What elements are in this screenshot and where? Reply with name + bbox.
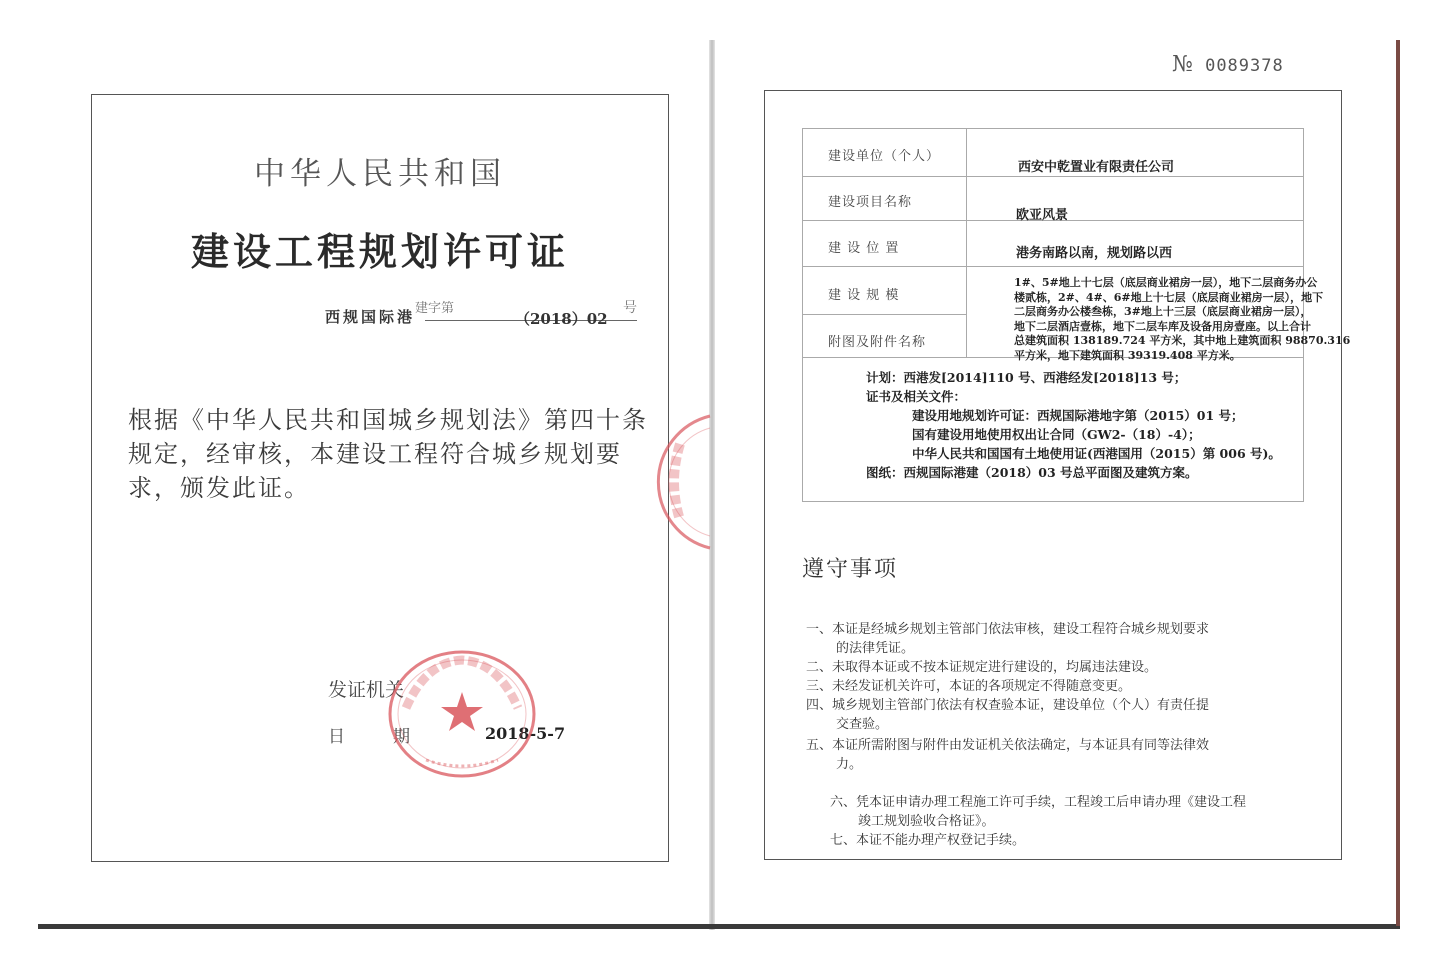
date-label-2: 期: [393, 727, 410, 747]
value-project-name: 欧亚风景: [1016, 208, 1069, 223]
rule-line: 四、城乡规划主管部门依法有权查验本证，建设单位（个人）有责任提: [806, 698, 1210, 713]
value-location: 港务南路以南，规划路以西: [1016, 246, 1173, 261]
seam-seal-stamp: [650, 412, 712, 552]
certificate-title: 建设工程规划许可证: [190, 229, 569, 274]
rule-line: 的法律凭证。: [836, 641, 915, 656]
value-builder: 西安中乾置业有限责任公司: [1018, 160, 1175, 175]
rules-title: 遵守事项: [802, 557, 899, 582]
serial-value: 0089378: [1205, 56, 1284, 76]
label-project-name: 建设项目名称: [828, 195, 913, 210]
permit-year-number: （2018）02: [515, 310, 608, 328]
attachment-docs-title: 证书及相关文件：: [866, 389, 967, 404]
rule-line: 六、凭本证申请办理工程施工许可手续，工程竣工后申请办理《建设工程: [830, 795, 1247, 810]
permit-number: [325, 300, 645, 330]
scale-line: 平方米，地下建筑面积 39319.408 平方米。: [1014, 348, 1241, 362]
permit-char: 建字第: [415, 301, 455, 316]
scale-line: 总建筑面积 138189.724 平方米，其中地上建筑面积 98870.316: [1014, 334, 1351, 347]
issuer-label: 发证机关: [328, 679, 405, 701]
label-scale: 建 设 规 模: [828, 288, 900, 303]
serial-prefix: №: [1172, 52, 1194, 77]
date-label-1: 日: [328, 727, 345, 747]
table-row-line: [802, 176, 1304, 177]
rule-line: 力。: [836, 757, 863, 772]
label-builder: 建设单位（个人）: [828, 149, 941, 164]
label-location: 建 设 位 置: [828, 241, 900, 256]
rule-line: 三、未经发证机关许可，本证的各项规定不得随意变更。: [806, 679, 1132, 694]
country-name: 中华人民共和国: [254, 156, 506, 192]
official-seal-stamp: [386, 648, 538, 780]
attachment-doc: 建设用地规划许可证：西规国际港地字第（2015）01 号；: [912, 408, 1244, 423]
attachment-drawings: 图纸：西规国际港建（2018）03 号总平面图及建筑方案。: [866, 465, 1198, 480]
rule-line: 七、本证不能办理产权登记手续。: [830, 833, 1026, 848]
rule-line: 交查验。: [836, 717, 889, 732]
scale-line: 地下二层酒店壹栋，地下二层车库及设备用房壹座。以上合计: [1014, 319, 1311, 333]
rule-line: 竣工规划验收合格证》。: [858, 814, 995, 829]
certificate-body: 根据《中华人民共和国城乡规划法》第四十条规定，经审核，本建设工程符合城乡规划要求，颁发此证。: [128, 406, 648, 502]
rule-line: 二、未取得本证或不按本证规定进行建设的，均属违法建设。: [806, 660, 1158, 675]
serial-number: [1172, 52, 1284, 77]
table-row-line: [802, 266, 1304, 267]
right-edge: [1396, 40, 1400, 926]
rule-line: 一、本证是经城乡规划主管部门依法审核，建设工程符合城乡规划要求: [806, 622, 1210, 637]
permit-prefix: 西规国际港: [325, 308, 416, 326]
attachment-doc: 国有建设用地使用权出让合同（GW2-（18）-4）；: [912, 427, 1201, 442]
attachment-doc: 中华人民共和国国有土地使用证(西港国用（2015）第 006 号)。: [912, 446, 1281, 461]
scale-line: 二层商务办公楼叁栋，3#地上十三层（底层商业裙房一层），: [1014, 305, 1312, 318]
rule-line: 五、本证所需附图与附件由发证机关依法确定，与本证具有同等法律效: [806, 738, 1210, 753]
bottom-edge: [38, 924, 1400, 929]
scale-line: 1#、5#地上十七层（底层商业裙房一层），地下二层商务办公: [1014, 276, 1318, 289]
scale-line: 楼贰栋，2#、4#、6#地上十七层（底层商业裙房一层），地下: [1014, 290, 1324, 304]
value-scale: [1014, 276, 1386, 363]
permit-suffix: 号: [623, 300, 637, 316]
attachment-plan: 计划：西港发[2014]110 号、西港经发[2018]13 号；: [866, 370, 1187, 385]
issue-date: 2018-5-7: [485, 724, 566, 743]
table-divider: [966, 128, 967, 357]
label-attachments: 附图及附件名称: [828, 335, 927, 350]
table-row-line: [802, 314, 966, 315]
